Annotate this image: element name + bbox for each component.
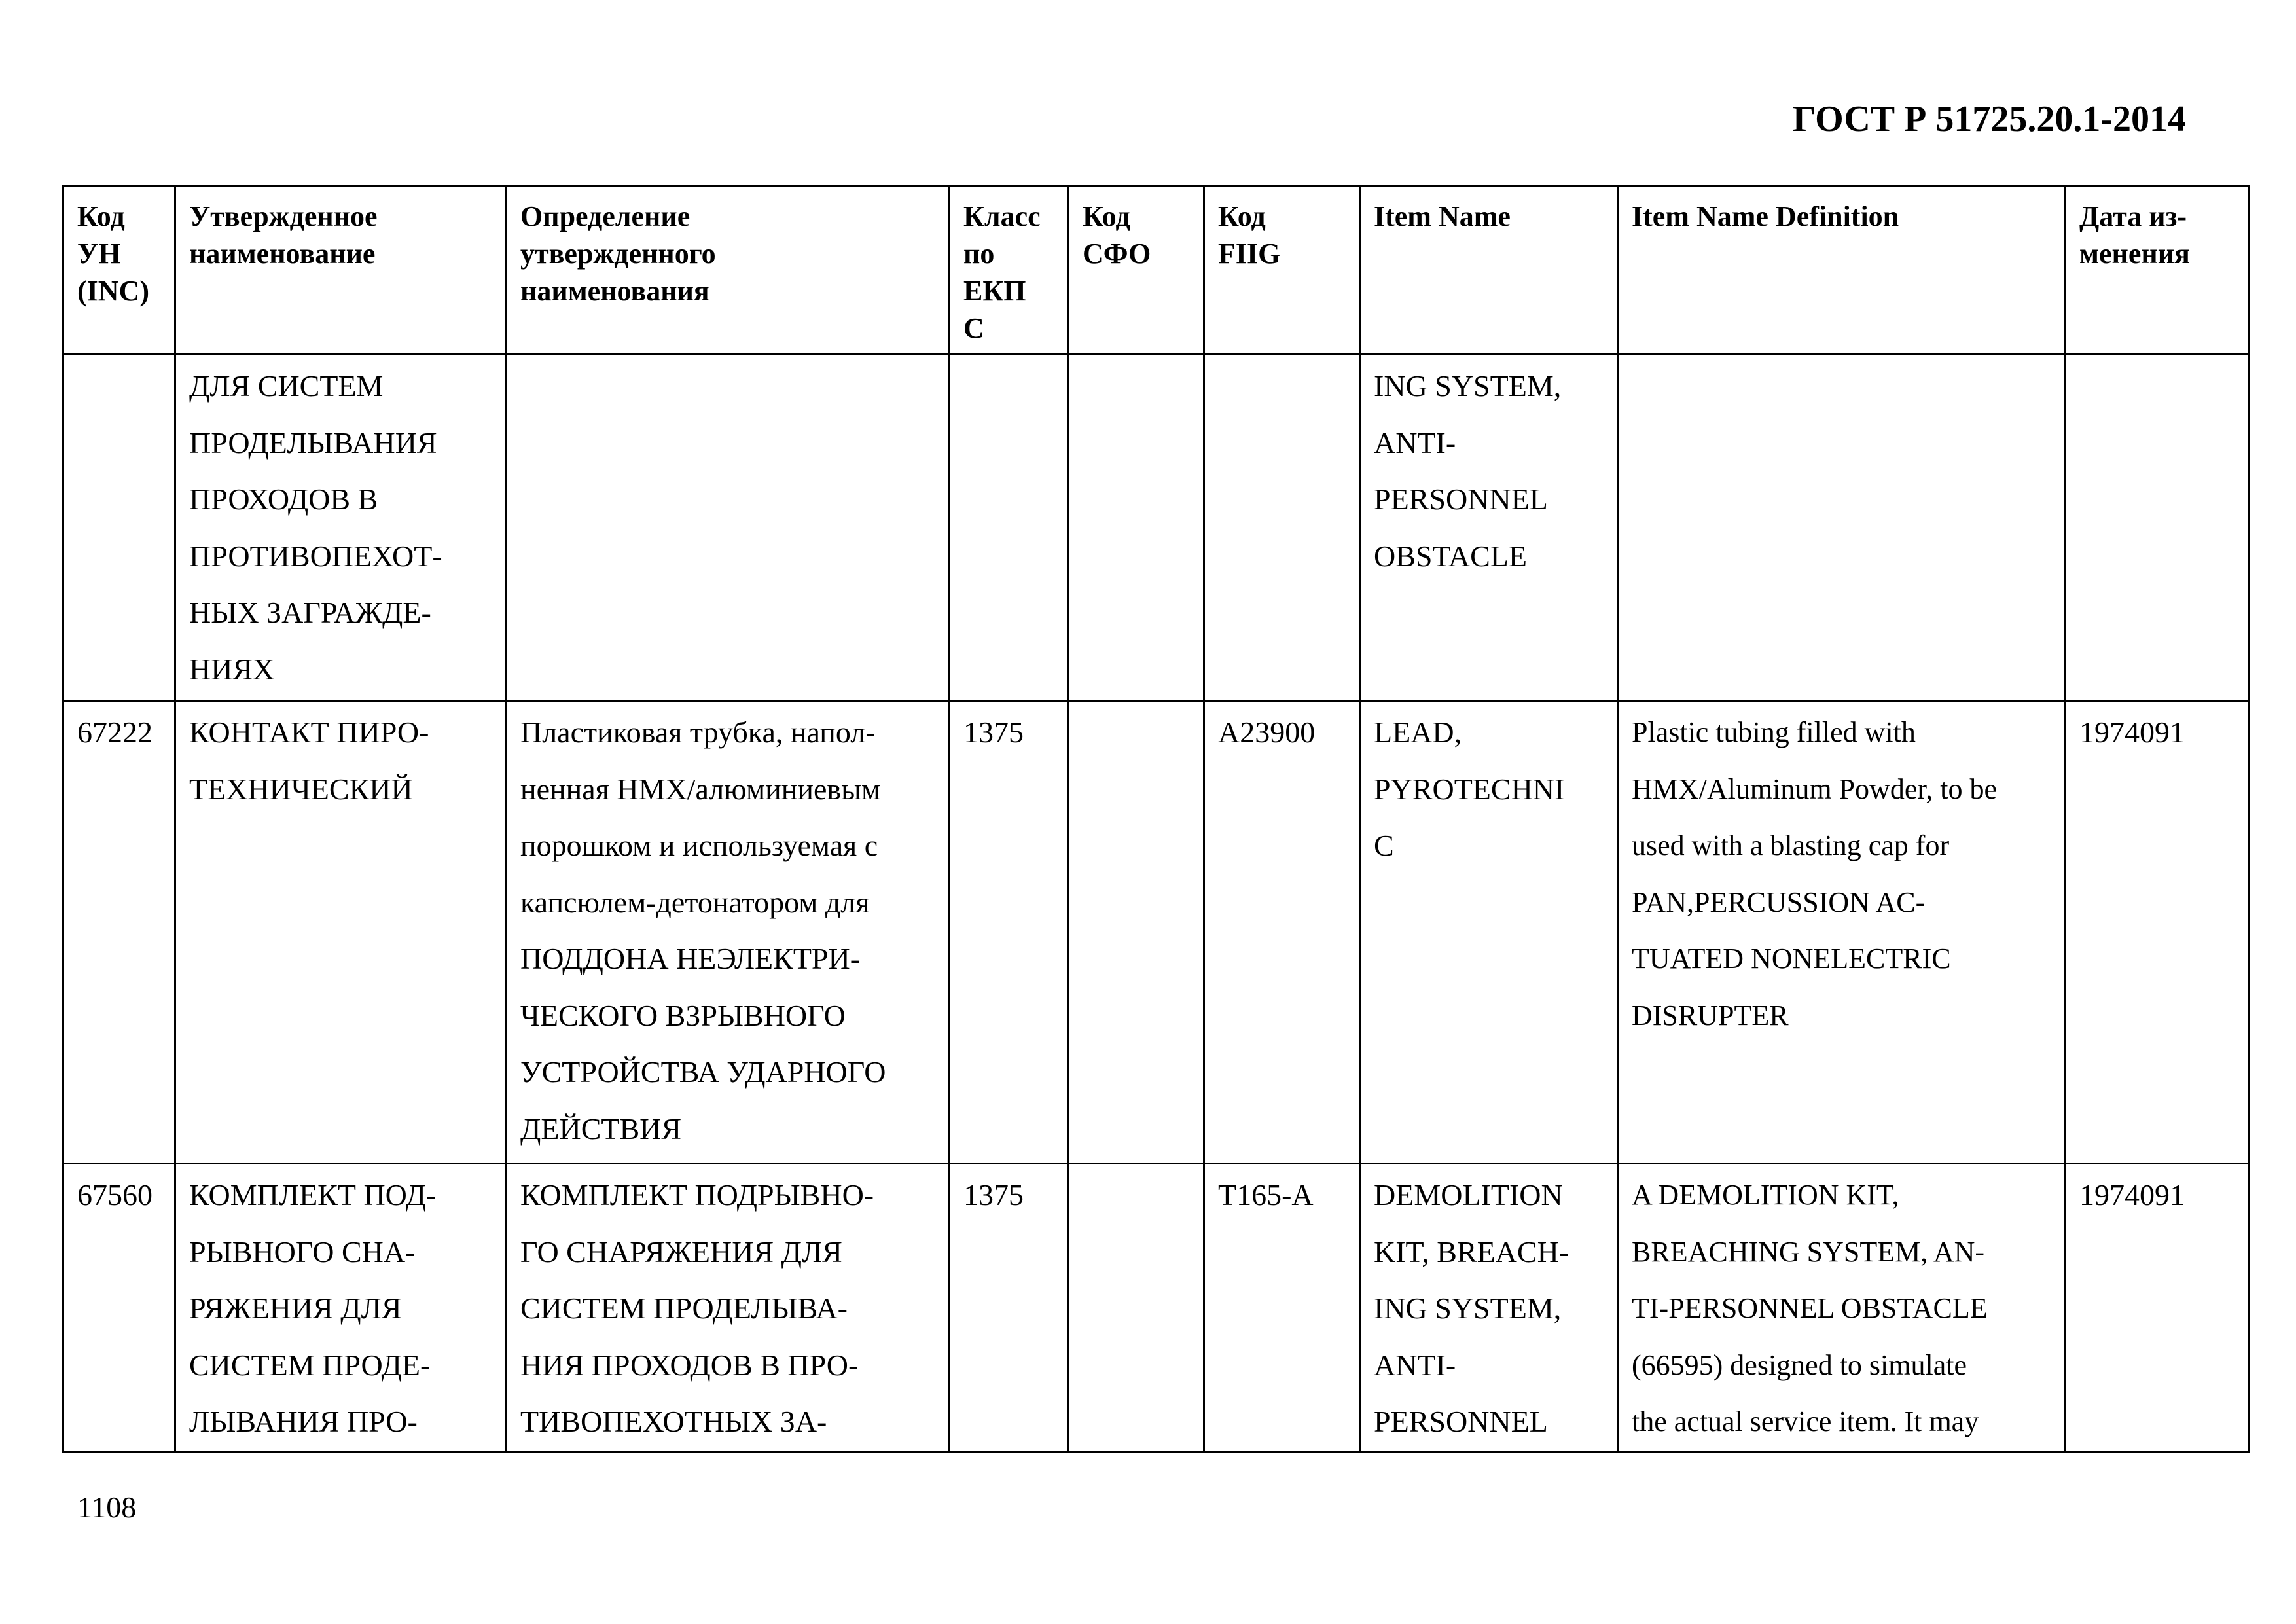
cell-sfo-code xyxy=(1069,355,1204,701)
cell-inc: 67222 xyxy=(63,701,175,1164)
cell-approved-name: КОНТАКТ ПИРО- ТЕХНИЧЕСКИЙ xyxy=(175,701,507,1164)
header-inc: Код УН (INC) xyxy=(63,187,175,355)
cell-item-name: ING SYSTEM, ANTI- PERSONNEL OBSTACLE xyxy=(1360,355,1618,701)
cell-ekps-class: 1375 xyxy=(950,701,1069,1164)
cell-item-name: LEAD, PYROTECHNI C xyxy=(1360,701,1618,1164)
cell-definition: Пластиковая трубка, напол- ненная HMX/алюминиевым порошком и используемая с капсюлем-детонатором для ПОДДОНА НЕЭЛЕКТРИ- ЧЕСКОГО ВЗРЫВНОГО УСТРОЙСТВА УДАРНОГО ДЕЙСТВИЯ xyxy=(507,701,950,1164)
cell-definition: КОМПЛЕКТ ПОДРЫВНО- ГО СНАРЯЖЕНИЯ ДЛЯ СИСТЕМ ПРОДЕЛЫВА- НИЯ ПРОХОДОВ В ПРО- ТИВОПЕХОТНЫХ ЗА- xyxy=(507,1164,950,1452)
page-number: 1108 xyxy=(77,1490,137,1524)
header-definition: Определение утвержденного наименования xyxy=(507,187,950,355)
table-row xyxy=(63,1164,2250,1452)
cell-ekps-class: 1375 xyxy=(950,1164,1069,1452)
cell-approved-name: ДЛЯ СИСТЕМ ПРОДЕЛЫВАНИЯ ПРОХОДОВ В ПРОТИВОПЕХОТ- НЫХ ЗАГРАЖДЕ- НИЯХ xyxy=(175,355,507,701)
header-change-date: Дата из- менения xyxy=(2066,187,2250,355)
cell-item-name-definition xyxy=(1618,355,2066,701)
cell-ekps-class xyxy=(950,355,1069,701)
cell-fiig-code: A23900 xyxy=(1204,701,1360,1164)
cell-definition xyxy=(507,355,950,701)
header-ekps-class: Класс по ЕКП С xyxy=(950,187,1069,355)
cell-sfo-code xyxy=(1069,701,1204,1164)
cell-item-name: DEMOLITION KIT, BREACH- ING SYSTEM, ANTI- PERSONNEL xyxy=(1360,1164,1618,1452)
cell-item-name-definition: Plastic tubing filled with HMX/Aluminum Powder, to be used with a blasting cap for PAN,PERCUSSION AC- TUATED NONELECTRIC DISRUPTER xyxy=(1618,701,2066,1164)
cell-sfo-code xyxy=(1069,1164,1204,1452)
cell-inc: 67560 xyxy=(63,1164,175,1452)
table-row xyxy=(63,701,2250,1164)
table-row xyxy=(63,355,2250,701)
cell-approved-name: КОМПЛЕКТ ПОД- РЫВНОГО СНА- РЯЖЕНИЯ ДЛЯ СИСТЕМ ПРОДЕ- ЛЫВАНИЯ ПРО- xyxy=(175,1164,507,1452)
header-fiig-code: Код FIIG xyxy=(1204,187,1360,355)
header-item-name: Item Name xyxy=(1360,187,1618,355)
header-sfo-code: Код СФО xyxy=(1069,187,1204,355)
nomenclature-table xyxy=(62,185,2250,1453)
header-approved-name: Утвержденное наименование xyxy=(175,187,507,355)
document-header: ГОСТ Р 51725.20.1-2014 xyxy=(1792,99,2186,139)
cell-inc xyxy=(63,355,175,701)
cell-item-name-definition: A DEMOLITION KIT, BREACHING SYSTEM, AN- TI-PERSONNEL OBSTACLE (66595) designed to simulate the actual service item. It may xyxy=(1618,1164,2066,1452)
table-header-row xyxy=(63,187,2250,355)
cell-change-date: 1974091 xyxy=(2066,701,2250,1164)
cell-change-date: 1974091 xyxy=(2066,1164,2250,1452)
cell-change-date xyxy=(2066,355,2250,701)
header-item-name-definition: Item Name Definition xyxy=(1618,187,2066,355)
cell-fiig-code: T165-A xyxy=(1204,1164,1360,1452)
cell-fiig-code xyxy=(1204,355,1360,701)
